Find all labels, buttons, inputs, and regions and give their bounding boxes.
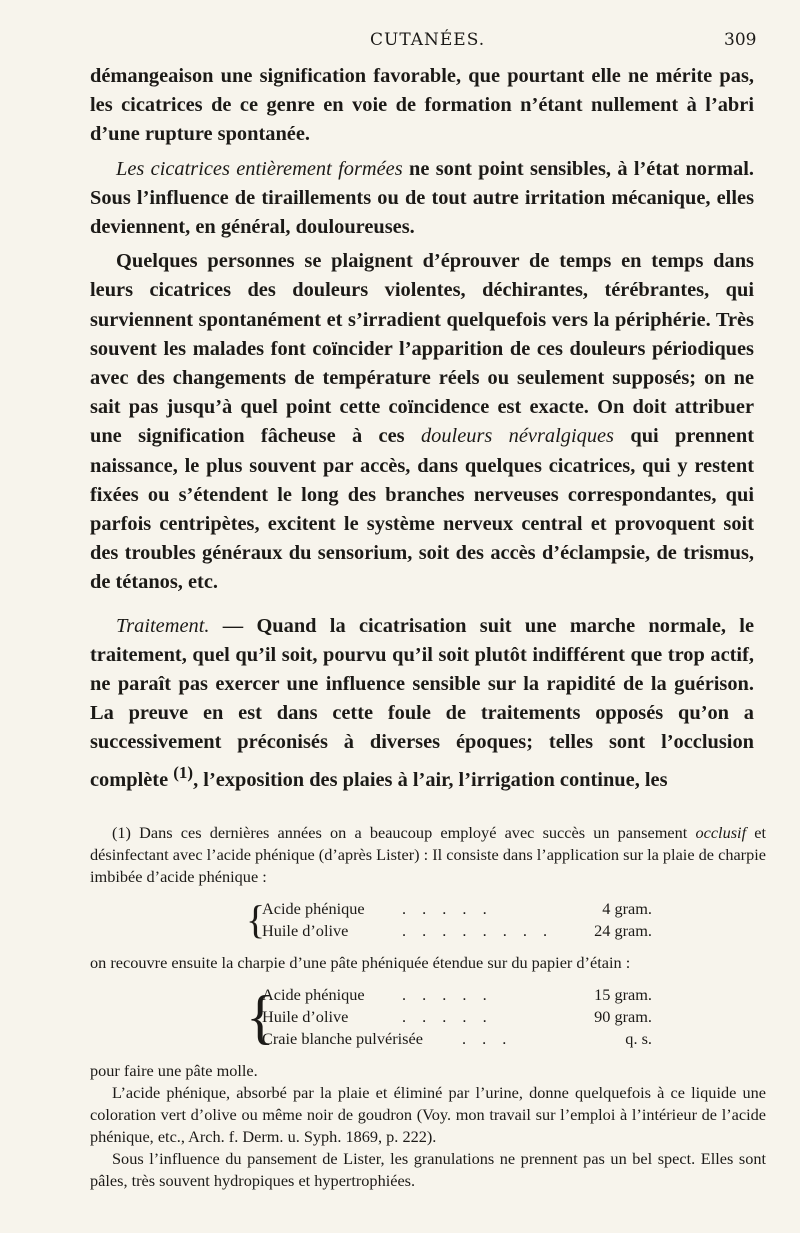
footnote-para: L’acide phénique, absorbé par la plaie et éliminé par l’urine, donne quelquefois à ce liquide une coloration vert d’olive ou même noir de goudron (Voy. mon travail sur l’emploi à l’intérieur de l’acide phénique, etc., Arch. f. Derm. u. Syph. 1869, p. 222). — [90, 1083, 766, 1146]
footnote-para: pour faire une pâte molle. — [90, 1061, 258, 1080]
section-title: Traitement. — [116, 614, 210, 637]
formula-row: Craie blanche pulvérisée . . . q. s. — [262, 1029, 652, 1048]
footnote-para: Sous l’influence du pansement de Lister, les granulations ne prennent pas un bel spect. Elles sont pâles, très souvent hydropiques et hypertrophiées. — [90, 1149, 766, 1190]
paragraph: Les cicatrices entièrement formées ne sont point sensibles, à l’état normal. Sous l’influence de tiraillements ou de tout autre irritation mécanique, elles deviennent, en général, douloureuses. — [90, 157, 754, 239]
italic-phrase: Les cicatrices entièrement formées — [116, 157, 403, 180]
footnote-ref: (1) — [173, 762, 194, 782]
formula-1 — [90, 898, 766, 942]
paragraph: Traitement. — Quand la cicatrisation suit une marche normale, le traitement, quel qu’il soit, pourvu qu’il soit plutôt indifférent que trop actif, ne paraît pas exercer une influence sensible sur la rapidité de la guérison. La preuve en est dans cette foule de traitements opposés qu’on a successivement préconisés à diverses époques; telles sont l’occlusion complète $^{(1)}$, l’exposition des plaies à l’air, l’irrigation continue, les — [90, 614, 754, 791]
running-header: CUTANÉES. — [370, 30, 486, 50]
main-text — [90, 62, 754, 795]
page-number: 309 — [724, 30, 757, 50]
paragraph: Quelques personnes se plaignent d’éprouver de temps en temps dans leurs cicatrices des douleurs violentes, déchirantes, térébrantes, qui surviennent spontanément et s’irradient quelquefois vers la périphérie. Très souvent les malades font coïncider l’apparition de ces douleurs périodiques avec des changements de température réels ou seulement supposés; on ne sait pas jusqu’à quel point cette coïncidence est exacte. On doit attribuer une signification fâcheuse à ces douleurs névralgiques qui prennent naissance, le plus souvent par accès, dans quelques cicatrices, qui y restent fixées ou s’étendent le long des branches nerveuses correspondantes, qui parfois centripètes, excitent le système nerveux central et provoquent soit des troubles généraux du sensorium, soit des accès d’éclampsie, de trismus, de tétanos, etc. — [90, 250, 754, 594]
formula-row: Acide phénique . . . . . 15 gram. — [262, 985, 652, 1004]
brace: { — [246, 984, 275, 1050]
paragraph: démangeaison une signification favorable, que pourtant elle ne mérite pas, les cicatrices de ce genre en voie de formation n’étant nullement à l’abri d’une rupture spontanée. — [90, 65, 754, 146]
footnote-para: (1) Dans ces dernières années on a beaucoup employé avec succès un pansement occlusif et désinfectant avec l’acide phénique (d’après Lister) : Il consiste dans l’application sur la plaie de charpie imbibée d’acide phénique : — [90, 823, 767, 886]
formula-row: Acide phénique . . . . . 4 gram. — [262, 899, 652, 918]
formula-row: Huile d’olive . . . . . 90 gram. — [262, 1007, 652, 1026]
footnote-para: on recouvre ensuite la charpie d’une pâte phéniquée étendue sur du papier d’étain : — [90, 953, 631, 972]
italic-phrase: douleurs névralgiques — [420, 425, 614, 448]
formula-2 — [90, 984, 766, 1050]
footnote — [90, 822, 766, 1192]
brace: { — [246, 897, 266, 942]
formula-row: Huile d’olive . . . . . . . . 24 gram. — [262, 921, 652, 940]
